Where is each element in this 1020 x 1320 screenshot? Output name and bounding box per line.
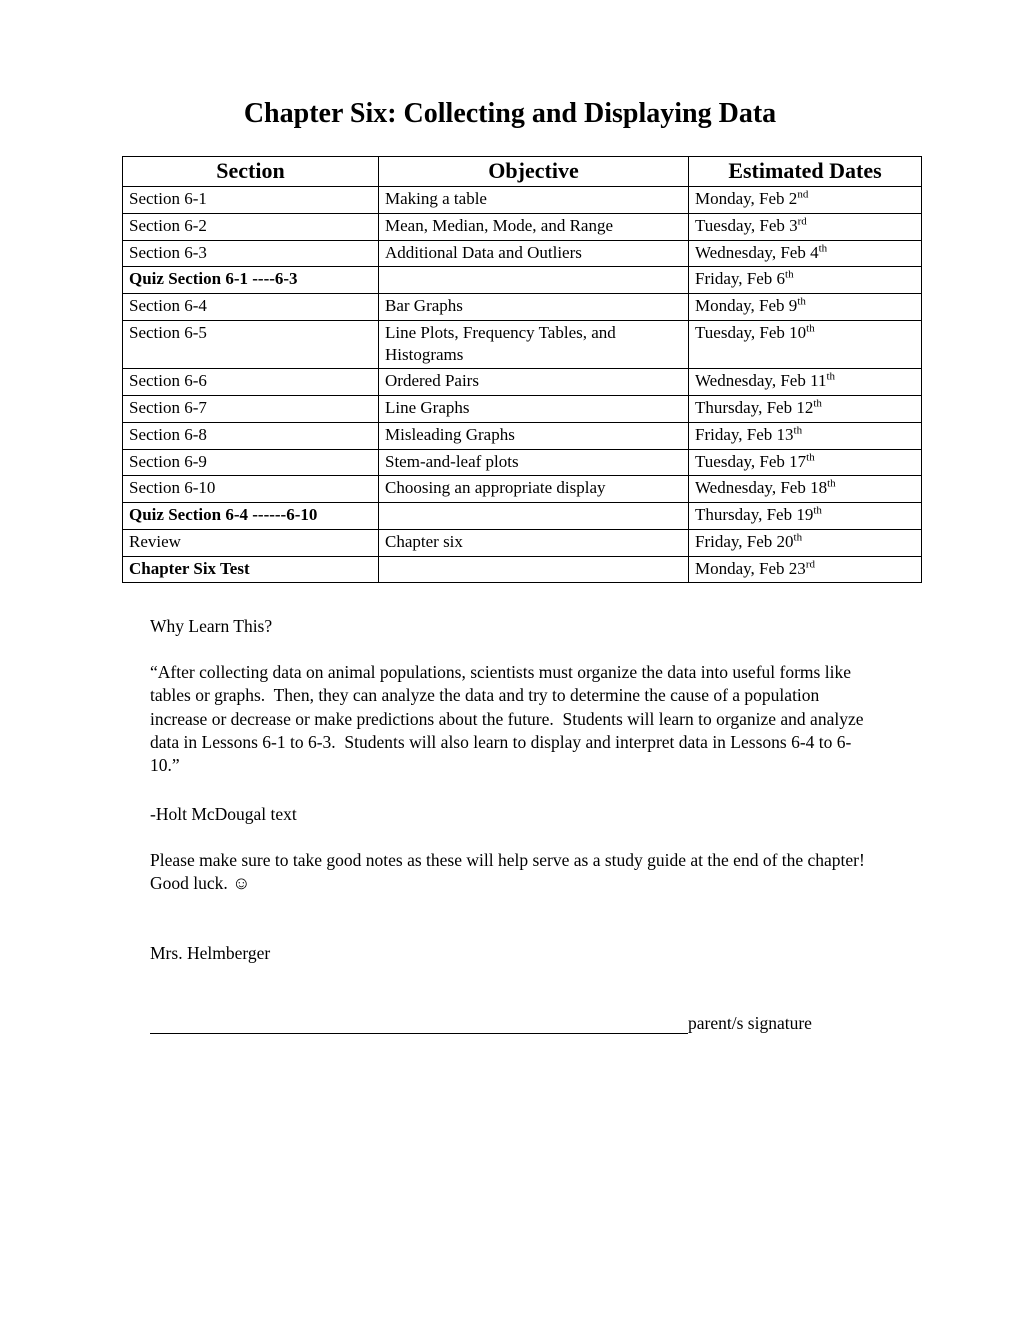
- table-row: [123, 213, 922, 240]
- table-row: [123, 240, 922, 267]
- cell-section: Section 6-9: [123, 449, 379, 476]
- table-row-quiz-2: [123, 503, 922, 530]
- body-text: [150, 615, 876, 1034]
- signature-label: parent/s signature: [688, 1012, 812, 1033]
- signature-row: [150, 1013, 876, 1034]
- cell-section: Section 6-7: [123, 396, 379, 423]
- cell-date: Friday, Feb 13th: [689, 422, 922, 449]
- cell-objective: [379, 503, 689, 530]
- cell-objective: [379, 267, 689, 294]
- teacher-name: Mrs. Helmberger: [150, 942, 271, 963]
- cell-date: Thursday, Feb 19th: [689, 503, 922, 530]
- cell-objective: Mean, Median, Mode, and Range: [379, 213, 689, 240]
- attribution-line: -Holt McDougal text: [150, 803, 297, 824]
- notes-paragraph: [150, 849, 876, 896]
- cell-date: Monday, Feb 9th: [689, 294, 922, 321]
- cell-objective: Bar Graphs: [379, 294, 689, 321]
- cell-objective: Choosing an appropriate display: [379, 476, 689, 503]
- table-row: [123, 529, 922, 556]
- cell-section: Section 6-3: [123, 240, 379, 267]
- signature-line: [150, 1013, 688, 1034]
- cell-section: Section 6-4: [123, 294, 379, 321]
- cell-objective: [379, 556, 689, 583]
- why-learn-heading: Why Learn This?: [150, 616, 273, 637]
- cell-date: Tuesday, Feb 10th: [689, 320, 922, 369]
- table-row: [123, 449, 922, 476]
- cell-date: Tuesday, Feb 17th: [689, 449, 922, 476]
- table-row-test: [123, 556, 922, 583]
- cell-date: Monday, Feb 23rd: [689, 556, 922, 583]
- cell-section: Section 6-5: [123, 320, 379, 369]
- cell-section: Section 6-10: [123, 476, 379, 503]
- header-estimated-dates: Estimated Dates: [689, 157, 922, 187]
- cell-section: Quiz Section 6-4 ------6-10: [123, 503, 379, 530]
- cell-objective: Line Graphs: [379, 396, 689, 423]
- table-row: [123, 187, 922, 214]
- header-section: Section: [123, 157, 379, 187]
- notes-text: Please make sure to take good notes as these will help serve as a study guide at the end of the chapter! Good luck.: [150, 849, 874, 893]
- cell-date: Wednesday, Feb 18th: [689, 476, 922, 503]
- table-row: [123, 294, 922, 321]
- quote-paragraph: “After collecting data on animal populations, scientists must organize the data into useful forms like tables or graphs. Then, they can analyze the data and try to determine the cause of a population increase or decrease or make predictions about the future. Students will learn to organize and analyze data in Lessons 6-1 to 6-3. Students will also learn to display and interpret data in Lessons 6-4 to 6-10.”: [150, 662, 868, 775]
- cell-date: Wednesday, Feb 4th: [689, 240, 922, 267]
- cell-section: Quiz Section 6-1 ----6-3: [123, 267, 379, 294]
- cell-section: Section 6-2: [123, 213, 379, 240]
- cell-objective: Line Plots, Frequency Tables, and Histograms: [379, 320, 689, 369]
- cell-date: Friday, Feb 20th: [689, 529, 922, 556]
- document-title: Chapter Six: Collecting and Displaying Data: [243, 98, 777, 129]
- table-header-row: [123, 157, 922, 187]
- cell-objective: Chapter six: [379, 529, 689, 556]
- table-row: [123, 369, 922, 396]
- cell-section: Section 6-8: [123, 422, 379, 449]
- table-row: [123, 476, 922, 503]
- table-row: [123, 396, 922, 423]
- cell-date: Tuesday, Feb 3rd: [689, 213, 922, 240]
- table-row: [123, 320, 922, 369]
- cell-objective: Stem-and-leaf plots: [379, 449, 689, 476]
- cell-objective: Misleading Graphs: [379, 422, 689, 449]
- table-row-quiz-1: [123, 267, 922, 294]
- cell-section: Review: [123, 529, 379, 556]
- cell-objective: Making a table: [379, 187, 689, 214]
- cell-section: Chapter Six Test: [123, 556, 379, 583]
- smiley-icon: ☺: [232, 873, 251, 893]
- cell-section: Section 6-1: [123, 187, 379, 214]
- cell-date: Friday, Feb 6th: [689, 267, 922, 294]
- cell-objective: Ordered Pairs: [379, 369, 689, 396]
- cell-objective: Additional Data and Outliers: [379, 240, 689, 267]
- header-objective: Objective: [379, 157, 689, 187]
- schedule-table: [122, 156, 922, 583]
- cell-section: Section 6-6: [123, 369, 379, 396]
- cell-date: Monday, Feb 2nd: [689, 187, 922, 214]
- cell-date: Thursday, Feb 12th: [689, 396, 922, 423]
- table-row: [123, 422, 922, 449]
- cell-date: Wednesday, Feb 11th: [689, 369, 922, 396]
